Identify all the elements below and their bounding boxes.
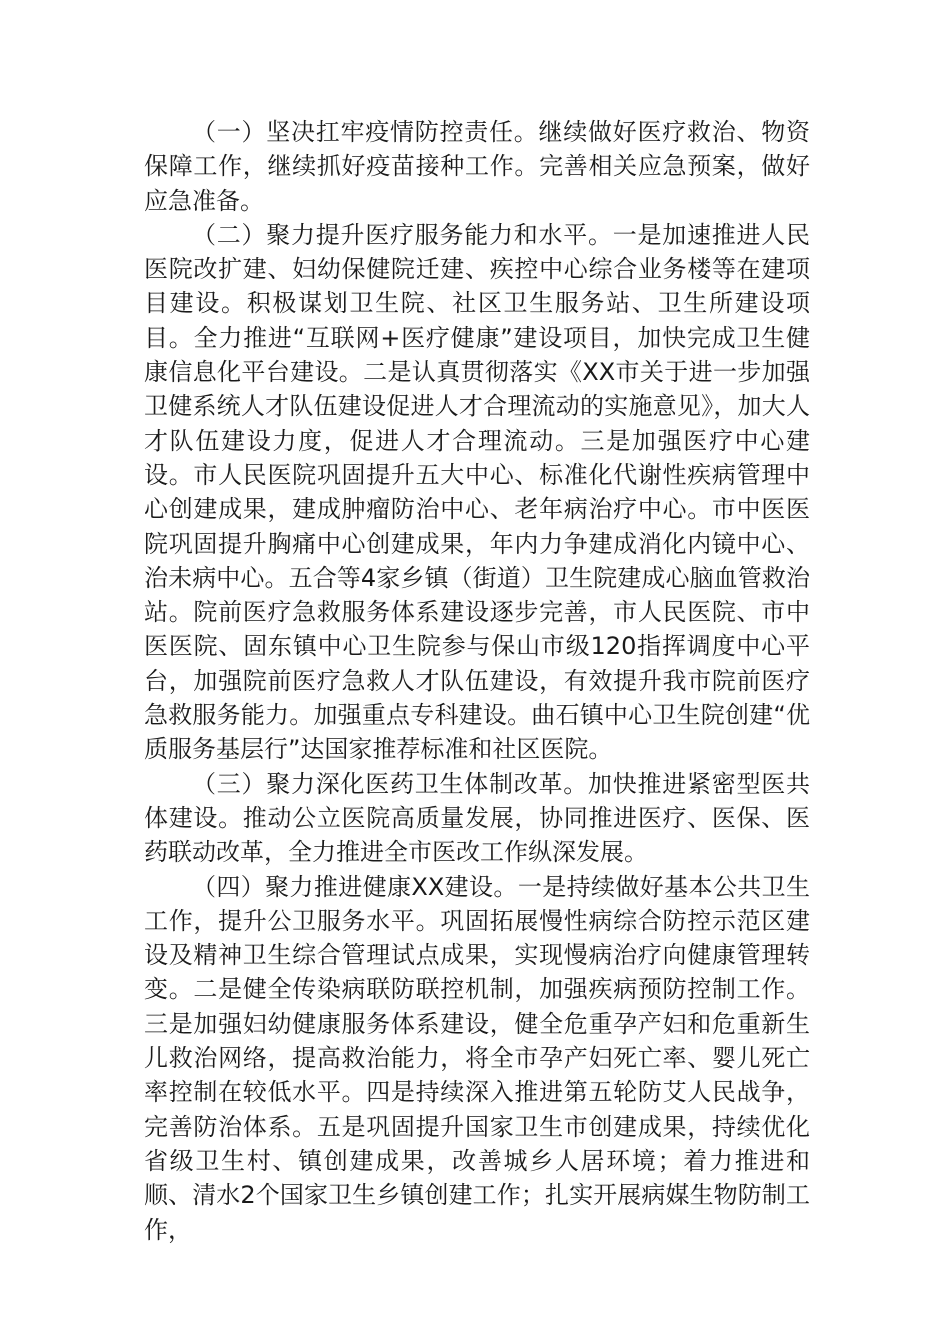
paragraph-4: （四）聚力推进健康XX建设。一是持续做好基本公共卫生工作，提升公卫服务水平。巩固拓展慢性病综合防控示范区建设及精神卫生综合管理试点成果，实现慢病治疗向健康管理转变。二是健全传染病联防联控机制，加强疾病预防控制工作。三是加强妇幼健康服务体系建设，健全危重孕产妇和危重新生儿救治网络，提高救治能力，将全市孕产妇死亡率、婴儿死亡率控制在较低水平。四是持续深入推进第五轮防艾人民战争，完善防治体系。五是巩固提升国家卫生市创建成果，持续优化省级卫生村、镇创建成果，改善城乡人居环境；着力推进和顺、清水2个国家卫生乡镇创建工作；扎实开展病媒生物防制工作， [144, 872, 810, 1244]
document-body [144, 115, 810, 1247]
paragraph-2: （二）聚力提升医疗服务能力和水平。一是加速推进人民医院改扩建、妇幼保健院迁建、疾控中心综合业务楼等在建项目建设。积极谋划卫生院、社区卫生服务站、卫生所建设项目。全力推进“互联网+医疗健康”建设项目，加快完成卫生健康信息化平台建设。二是认真贯彻落实《XX市关于进一步加强卫健系统人才队伍建设促进人才合理流动的实施意见》，加大人才队伍建设力度，促进人才合理流动。三是加强医疗中心建设。市人民医院巩固提升五大中心、标准化代谢性疾病管理中心创建成果，建成肿瘤防治中心、老年病治疗中心。市中医医院巩固提升胸痛中心创建成果，年内力争建成消化内镜中心、治未病中心。五合等4家乡镇（街道）卫生院建成心脑血管救治站。院前医疗急救服务体系建设逐步完善，市人民医院、市中医医院、固东镇中心卫生院参与保山市级120指挥调度中心平台，加强院前医疗急救人才队伍建设，有效提升我市院前医疗急救服务能力。加强重点专科建设。曲石镇中心卫生院创建“优质服务基层行”达国家推荐标准和社区医院。 [144, 220, 810, 764]
paragraph-3: （三）聚力深化医药卫生体制改革。加快推进紧密型医共体建设。推动公立医院高质量发展，协同推进医疗、医保、医药联动改革，全力推进全市医改工作纵深发展。 [144, 769, 810, 867]
paragraph-1: （一）坚决扛牢疫情防控责任。继续做好医疗救治、物资保障工作，继续抓好疫苗接种工作。完善相关应急预案，做好应急准备。 [144, 118, 810, 215]
